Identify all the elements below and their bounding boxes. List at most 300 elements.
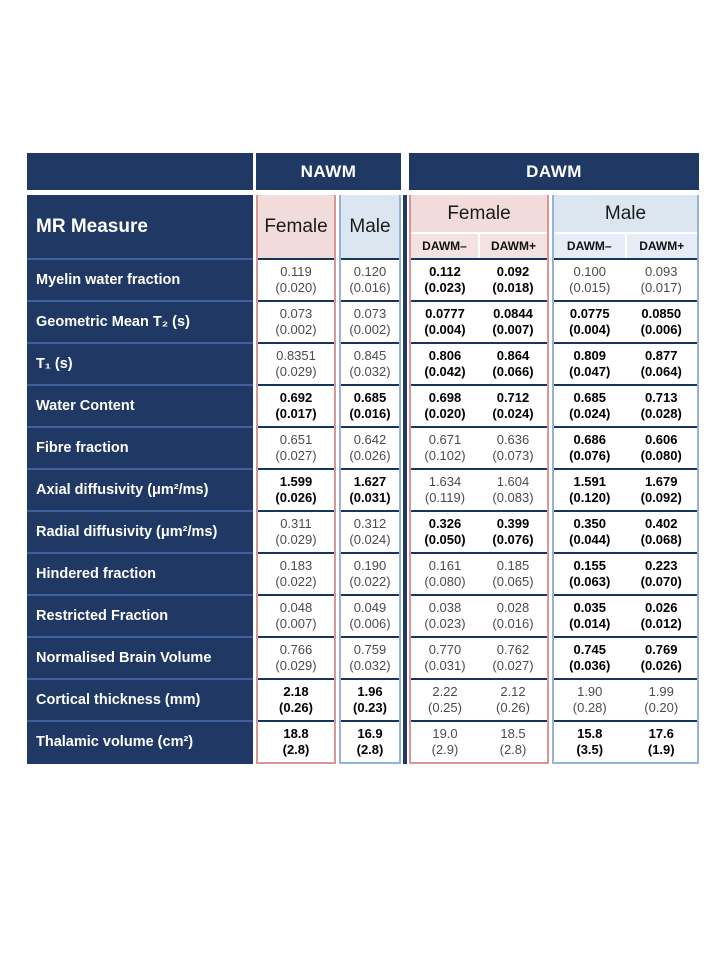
mean-value: 1.599 xyxy=(279,474,313,489)
value-cell xyxy=(626,596,698,636)
mean-value: 0.745 xyxy=(573,642,607,657)
mean-value: 0.155 xyxy=(573,558,607,573)
dawm-plus-header: DAWM+ xyxy=(627,234,698,258)
table-row xyxy=(554,594,697,636)
value-cell xyxy=(554,428,626,468)
sd-value: (0.032) xyxy=(349,364,391,379)
mean-value: 0.183 xyxy=(279,558,313,573)
sd-value: (0.064) xyxy=(640,364,682,379)
value-cell xyxy=(554,596,626,636)
row-label: Geometric Mean T₂ (s) xyxy=(27,300,253,342)
mean-value: 16.9 xyxy=(357,726,383,741)
value-cell xyxy=(626,512,698,552)
sd-value: (0.016) xyxy=(349,280,391,295)
sd-value: (0.023) xyxy=(424,280,466,295)
dawm-minus-header: DAWM– xyxy=(554,234,625,258)
mean-value: 0.0777 xyxy=(425,306,465,321)
mean-value: 0.120 xyxy=(353,264,387,279)
value-cell xyxy=(341,470,399,510)
nawm-female-header: Female xyxy=(258,195,334,258)
value-cell xyxy=(411,260,479,300)
mean-value: 0.8351 xyxy=(276,348,316,363)
table-row xyxy=(411,384,547,426)
value-cell xyxy=(554,470,626,510)
value-cell xyxy=(341,302,399,342)
mean-value: 1.90 xyxy=(577,684,603,699)
sd-value: (0.004) xyxy=(569,322,611,337)
table-row xyxy=(258,468,334,510)
sd-value: (0.002) xyxy=(275,322,317,337)
value-cell xyxy=(626,554,698,594)
sd-value: (0.032) xyxy=(349,658,391,673)
table-row xyxy=(341,384,399,426)
table-main xyxy=(27,195,699,764)
value-cell xyxy=(626,344,698,384)
table-row xyxy=(411,552,547,594)
label-column-body xyxy=(27,258,253,762)
value-cell xyxy=(411,512,479,552)
value-cell xyxy=(554,344,626,384)
sd-value: (0.080) xyxy=(640,448,682,463)
row-label: Restricted Fraction xyxy=(27,594,253,636)
sd-value: (0.017) xyxy=(640,280,682,295)
table-row xyxy=(411,258,547,300)
value-cell xyxy=(258,260,334,300)
sd-value: (0.068) xyxy=(640,532,682,547)
mean-value: 0.671 xyxy=(428,432,462,447)
table-row xyxy=(554,426,697,468)
sd-value: (0.047) xyxy=(569,364,611,379)
mean-value: 0.326 xyxy=(428,516,462,531)
table-row xyxy=(258,300,334,342)
sd-value: (0.083) xyxy=(492,490,534,505)
sd-value: (0.002) xyxy=(349,322,391,337)
sd-value: (0.080) xyxy=(424,574,466,589)
nawm-male-header: Male xyxy=(341,195,399,258)
table-row xyxy=(554,342,697,384)
mean-value: 0.806 xyxy=(428,348,462,363)
sd-value: (0.026) xyxy=(349,448,391,463)
value-cell xyxy=(258,470,334,510)
table-row xyxy=(341,342,399,384)
value-cell xyxy=(341,512,399,552)
sd-value: (3.5) xyxy=(576,742,604,757)
dawm-male-header: Male xyxy=(554,195,697,232)
value-cell xyxy=(626,680,698,720)
table-row xyxy=(554,384,697,426)
value-cell xyxy=(341,260,399,300)
table-row xyxy=(554,720,697,762)
value-cell xyxy=(258,428,334,468)
mean-value: 0.692 xyxy=(279,390,313,405)
value-cell xyxy=(479,722,547,762)
value-cell xyxy=(258,302,334,342)
table-row xyxy=(341,468,399,510)
value-cell xyxy=(479,596,547,636)
value-cell xyxy=(258,386,334,426)
mean-value: 0.685 xyxy=(353,390,387,405)
mean-value: 1.96 xyxy=(357,684,383,699)
value-cell xyxy=(411,680,479,720)
mean-value: 0.402 xyxy=(644,516,678,531)
mean-value: 0.161 xyxy=(428,558,462,573)
table-row xyxy=(258,510,334,552)
sd-value: (0.28) xyxy=(572,700,607,715)
value-cell xyxy=(341,638,399,678)
sd-value: (0.092) xyxy=(640,490,682,505)
table-row xyxy=(341,258,399,300)
value-cell xyxy=(479,428,547,468)
mean-value: 2.18 xyxy=(283,684,309,699)
mean-value: 1.99 xyxy=(648,684,674,699)
value-cell xyxy=(554,386,626,426)
mean-value: 0.0850 xyxy=(641,306,682,321)
table-row xyxy=(258,552,334,594)
table-row xyxy=(411,594,547,636)
table-row xyxy=(411,720,547,762)
sd-value: (0.050) xyxy=(424,532,466,547)
dawm-female-body xyxy=(411,258,547,762)
value-cell xyxy=(479,680,547,720)
table-row xyxy=(341,300,399,342)
value-cell xyxy=(411,722,479,762)
sd-value: (0.031) xyxy=(349,490,391,505)
value-cell xyxy=(341,596,399,636)
value-cell xyxy=(258,512,334,552)
sd-value: (2.8) xyxy=(356,742,384,757)
value-cell xyxy=(411,470,479,510)
table-row xyxy=(341,510,399,552)
mean-value: 0.685 xyxy=(573,390,607,405)
nawm-male-body xyxy=(341,258,399,762)
table-row xyxy=(258,342,334,384)
sd-value: (0.25) xyxy=(428,700,462,715)
value-cell xyxy=(341,428,399,468)
table-row xyxy=(341,678,399,720)
value-cell xyxy=(411,344,479,384)
mean-value: 0.399 xyxy=(496,516,530,531)
sd-value: (1.9) xyxy=(647,742,675,757)
mean-value: 0.0775 xyxy=(569,306,610,321)
mean-value: 0.073 xyxy=(279,306,313,321)
mean-value: 18.8 xyxy=(283,726,309,741)
nawm-female-column xyxy=(256,195,336,764)
value-cell xyxy=(411,386,479,426)
sd-value: (0.076) xyxy=(569,448,611,463)
mean-value: 0.712 xyxy=(496,390,530,405)
sd-value: (0.23) xyxy=(353,700,387,715)
row-label: Cortical thickness (mm) xyxy=(27,678,253,720)
value-cell xyxy=(341,344,399,384)
mean-value: 0.651 xyxy=(279,432,313,447)
mean-value: 0.770 xyxy=(428,642,462,657)
sd-value: (0.044) xyxy=(569,532,611,547)
table-row xyxy=(258,636,334,678)
sd-value: (0.022) xyxy=(349,574,391,589)
table-row xyxy=(341,426,399,468)
mean-value: 0.809 xyxy=(573,348,607,363)
table-row xyxy=(411,342,547,384)
value-cell xyxy=(479,638,547,678)
sd-value: (0.024) xyxy=(349,532,391,547)
mean-value: 1.604 xyxy=(496,474,530,489)
sd-value: (0.027) xyxy=(275,448,317,463)
value-cell xyxy=(341,722,399,762)
mean-value: 2.22 xyxy=(432,684,458,699)
mean-value: 0.190 xyxy=(353,558,387,573)
value-cell xyxy=(411,596,479,636)
table-row xyxy=(341,552,399,594)
sd-value: (0.007) xyxy=(275,616,317,631)
value-cell xyxy=(626,386,698,426)
table-row xyxy=(258,678,334,720)
table-row xyxy=(341,636,399,678)
group-header-empty xyxy=(27,153,253,190)
table-row xyxy=(411,678,547,720)
dawm-male-body xyxy=(554,258,697,762)
sd-value: (0.029) xyxy=(275,364,317,379)
value-cell xyxy=(341,386,399,426)
value-cell xyxy=(554,302,626,342)
mean-value: 0.698 xyxy=(428,390,462,405)
sd-value: (0.076) xyxy=(492,532,534,547)
mean-value: 0.112 xyxy=(429,264,461,279)
mean-value: 0.049 xyxy=(353,600,387,615)
dawm-plus-header: DAWM+ xyxy=(480,234,547,258)
value-cell xyxy=(258,638,334,678)
row-label: Radial diffusivity (μm²/ms) xyxy=(27,510,253,552)
sd-value: (0.26) xyxy=(279,700,313,715)
dawm-male-group xyxy=(552,195,699,764)
mean-value: 0.0844 xyxy=(493,306,533,321)
mean-value: 0.769 xyxy=(644,642,678,657)
value-cell xyxy=(411,554,479,594)
sd-value: (0.102) xyxy=(424,448,466,463)
sd-value: (0.022) xyxy=(275,574,317,589)
mean-value: 0.762 xyxy=(496,642,530,657)
mean-value: 0.119 xyxy=(280,264,312,279)
mean-value: 0.073 xyxy=(353,306,387,321)
value-cell xyxy=(554,512,626,552)
sd-value: (0.016) xyxy=(492,616,534,631)
mean-value: 0.223 xyxy=(644,558,678,573)
dawm-male-subheader xyxy=(554,234,697,258)
value-cell xyxy=(411,302,479,342)
mean-value: 0.636 xyxy=(496,432,530,447)
sd-value: (0.063) xyxy=(569,574,611,589)
value-cell xyxy=(554,554,626,594)
mean-value: 0.028 xyxy=(496,600,530,615)
group-header-band xyxy=(27,153,699,190)
mean-value: 0.713 xyxy=(644,390,678,405)
sd-value: (0.014) xyxy=(569,616,611,631)
mean-value: 0.312 xyxy=(353,516,387,531)
mean-value: 1.627 xyxy=(353,474,387,489)
sd-value: (0.029) xyxy=(275,532,317,547)
table-row xyxy=(341,720,399,762)
value-cell xyxy=(258,596,334,636)
sd-value: (0.026) xyxy=(640,658,682,673)
sd-value: (2.9) xyxy=(431,742,459,757)
nawm-female-body xyxy=(258,258,334,762)
value-cell xyxy=(258,722,334,762)
value-cell xyxy=(341,680,399,720)
table-row xyxy=(411,300,547,342)
mean-value: 0.759 xyxy=(353,642,387,657)
table-row xyxy=(411,636,547,678)
table-row xyxy=(411,426,547,468)
value-cell xyxy=(258,344,334,384)
sd-value: (0.036) xyxy=(569,658,611,673)
sd-value: (0.119) xyxy=(424,490,466,505)
row-label: Thalamic volume (cm²) xyxy=(27,720,253,762)
table-row xyxy=(341,594,399,636)
mean-value: 0.686 xyxy=(573,432,607,447)
mean-value: 17.6 xyxy=(648,726,674,741)
sd-value: (0.007) xyxy=(492,322,534,337)
mean-value: 0.877 xyxy=(644,348,678,363)
row-label: Water Content xyxy=(27,384,253,426)
value-cell xyxy=(479,386,547,426)
mean-value: 0.026 xyxy=(644,600,678,615)
sd-value: (0.006) xyxy=(640,322,682,337)
sd-value: (0.012) xyxy=(640,616,682,631)
table-row xyxy=(411,510,547,552)
sd-value: (0.018) xyxy=(492,280,534,295)
table-row xyxy=(554,678,697,720)
sd-value: (0.024) xyxy=(492,406,534,421)
sd-value: (2.8) xyxy=(499,742,527,757)
table-row xyxy=(554,636,697,678)
sd-value: (0.026) xyxy=(275,490,317,505)
value-cell xyxy=(626,470,698,510)
mean-value: 0.642 xyxy=(353,432,387,447)
sd-value: (0.031) xyxy=(424,658,466,673)
value-cell xyxy=(479,512,547,552)
value-cell xyxy=(411,428,479,468)
sd-value: (0.20) xyxy=(644,700,679,715)
row-label: Normalised Brain Volume xyxy=(27,636,253,678)
table-row xyxy=(554,552,697,594)
table-row xyxy=(258,384,334,426)
value-cell xyxy=(626,302,698,342)
sd-value: (0.029) xyxy=(275,658,317,673)
mean-value: 18.5 xyxy=(500,726,526,741)
group-header-nawm: NAWM xyxy=(256,153,401,190)
value-cell xyxy=(479,260,547,300)
mean-value: 1.634 xyxy=(428,474,462,489)
mean-value: 1.591 xyxy=(573,474,607,489)
divider xyxy=(401,153,409,190)
mean-value: 0.048 xyxy=(279,600,313,615)
sd-value: (0.027) xyxy=(492,658,534,673)
dawm-minus-header: DAWM– xyxy=(411,234,478,258)
row-label: T₁ (s) xyxy=(27,342,253,384)
value-cell xyxy=(626,260,698,300)
table-row xyxy=(258,720,334,762)
sd-value: (0.028) xyxy=(640,406,682,421)
sd-value: (0.070) xyxy=(640,574,682,589)
table-row xyxy=(258,594,334,636)
sd-value: (0.017) xyxy=(275,406,317,421)
mean-value: 0.038 xyxy=(428,600,462,615)
sd-value: (0.042) xyxy=(424,364,466,379)
sd-value: (0.065) xyxy=(492,574,534,589)
mean-value: 19.0 xyxy=(432,726,458,741)
value-cell xyxy=(258,680,334,720)
value-cell xyxy=(258,554,334,594)
row-label: Fibre fraction xyxy=(27,426,253,468)
value-cell xyxy=(554,638,626,678)
sd-value: (0.020) xyxy=(275,280,317,295)
value-cell xyxy=(341,554,399,594)
nawm-dawm-divider xyxy=(401,195,409,764)
mean-value: 0.766 xyxy=(279,642,313,657)
sd-value: (0.020) xyxy=(424,406,466,421)
sd-value: (0.066) xyxy=(492,364,534,379)
mean-value: 0.350 xyxy=(573,516,607,531)
value-cell xyxy=(479,554,547,594)
mean-value: 0.093 xyxy=(644,264,678,279)
sd-value: (0.023) xyxy=(424,616,466,631)
mean-value: 0.311 xyxy=(280,516,312,531)
table-row xyxy=(258,258,334,300)
sd-value: (0.016) xyxy=(349,406,391,421)
mean-value: 15.8 xyxy=(577,726,603,741)
sd-value: (0.26) xyxy=(496,700,530,715)
label-column xyxy=(27,195,253,764)
value-cell xyxy=(479,302,547,342)
value-cell xyxy=(479,344,547,384)
table-row xyxy=(554,300,697,342)
sd-value: (0.073) xyxy=(492,448,534,463)
sd-value: (0.015) xyxy=(569,280,611,295)
mean-value: 0.035 xyxy=(573,600,607,615)
nawm-male-column xyxy=(339,195,401,764)
table-row xyxy=(258,426,334,468)
table-row xyxy=(554,468,697,510)
row-label: Axial diffusivity (μm²/ms) xyxy=(27,468,253,510)
table-row xyxy=(554,258,697,300)
table-row xyxy=(554,510,697,552)
mean-value: 0.092 xyxy=(496,264,530,279)
sd-value: (0.006) xyxy=(349,616,391,631)
sd-value: (0.024) xyxy=(569,406,611,421)
value-cell xyxy=(411,638,479,678)
value-cell xyxy=(554,260,626,300)
value-cell xyxy=(554,722,626,762)
mean-value: 0.185 xyxy=(496,558,530,573)
group-header-dawm: DAWM xyxy=(409,153,699,190)
table-row xyxy=(411,468,547,510)
sd-value: (0.120) xyxy=(569,490,611,505)
dawm-female-group xyxy=(409,195,549,764)
mean-value: 0.100 xyxy=(573,264,607,279)
value-cell xyxy=(626,638,698,678)
dawm-female-subheader xyxy=(411,234,547,258)
row-label: Myelin water fraction xyxy=(27,258,253,300)
mean-value: 2.12 xyxy=(500,684,526,699)
mean-value: 1.679 xyxy=(644,474,678,489)
value-cell xyxy=(626,722,698,762)
dawm-female-header: Female xyxy=(411,195,547,232)
mean-value: 0.606 xyxy=(644,432,678,447)
sd-value: (0.004) xyxy=(424,322,466,337)
mean-value: 0.845 xyxy=(353,348,387,363)
value-cell xyxy=(554,680,626,720)
value-cell xyxy=(479,470,547,510)
value-cell xyxy=(626,428,698,468)
